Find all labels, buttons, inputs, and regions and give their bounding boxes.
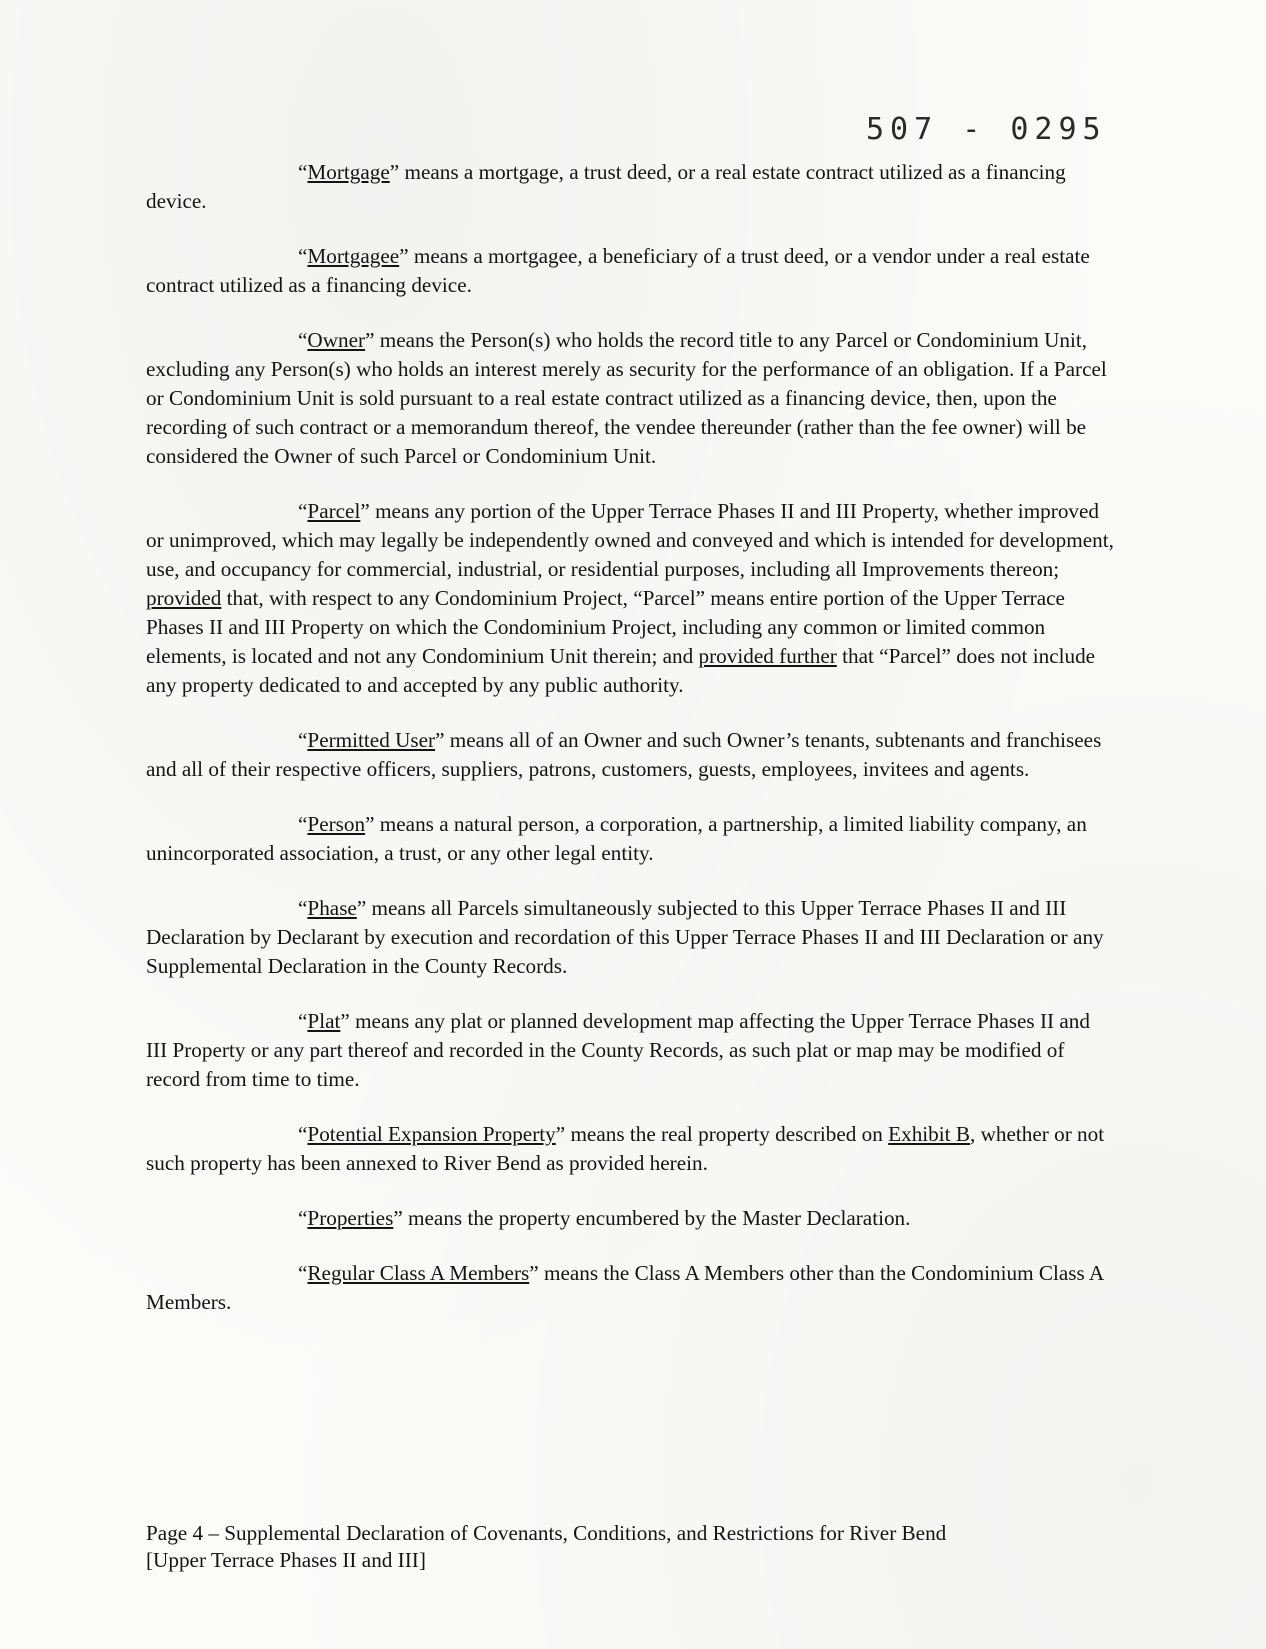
definitions-section (146, 158, 1114, 1343)
definition-phase: “Phase” means all Parcels simultaneously subjected to this Upper Terrace Phases II and III Declaration by Declarant by execution and recordation of this Upper Terrace Phases II and III Declaration or any Supplemental Declaration in the County Records. (146, 896, 1104, 978)
term-mortgage: Mortgage (307, 160, 390, 184)
definition-permitted-user: “Permitted User” means all of an Owner and such Owner’s tenants, subtenants and franchisees and all of their respective officers, suppliers, patrons, customers, guests, employees, invitees and agents. (146, 728, 1102, 781)
definition-text: that “Parcel” does not include any property dedicated to and accepted by any public authority. (146, 644, 1096, 697)
definition-plat: “Plat” means any plat or planned development map affecting the Upper Terrace Phases II and III Property or any part thereof and recorded in the County Records, as such plat or map may be modified of record from time to time. (146, 1009, 1090, 1091)
definition-text: means any plat or planned development map affecting the Upper Terrace Phases II and III Property or any part thereof and recorded in the County Records, as such plat or map may be modified of record from time to time. (146, 1009, 1090, 1091)
definition-text: means the property encumbered by the Master Declaration. (402, 1206, 911, 1230)
definition-text: means the Class A Members other than the Condominium Class A Members. (146, 1261, 1104, 1314)
definition-text: means the real property described on (565, 1122, 889, 1146)
definition-text: , whether or not such property has been annexed to River Bend as provided herein. (146, 1122, 1105, 1175)
provided-text: provided (146, 586, 222, 610)
definition-parcel: “Parcel” means any portion of the Upper Terrace Phases II and III Property, whether improved or unimproved, which may legally be independently owned and conveyed and which is intended for development, use, and occupancy for commercial, industrial, or residential purposes, including all Improvements thereon; provided that, with respect to any Condominium Project, “Parcel” means entire portion of the Upper Terrace Phases II and III Property on which the Condominium Project, including any common or limited common elements, is located and not any Condominium Unit therein; and provided further that “Parcel” does not include any property dedicated to and accepted by any public authority. (146, 499, 1114, 697)
definition-mortgagee: “Mortgagee” means a mortgagee, a beneficiary of a trust deed, or a vendor under a real estate contract utilized as a financing device. (146, 244, 1090, 297)
definition-text: means all Parcels simultaneously subjected to this Upper Terrace Phases II and III Declaration by Declarant by execution and recordation of this Upper Terrace Phases II and III Declaration or any Supplemental Declaration in the County Records. (146, 896, 1104, 978)
footer-title: Page 4 – Supplemental Declaration of Covenants, Conditions, and Restrictions for River Bend (146, 1521, 947, 1545)
footer-subtitle: [Upper Terrace Phases II and III] (146, 1548, 426, 1572)
recording-number-stamp: 507 - 0295 (866, 112, 1107, 147)
term-phase: Phase (307, 896, 357, 920)
term-mortgagee: Mortgagee (307, 244, 400, 268)
definition-text: that, with respect to any Condominium Project, “Parcel” means entire portion of the Upper Terrace Phases II and III Property on which the Condominium Project, including any common or limited common elements, is located and not any Condominium Unit therein; and (146, 586, 1065, 668)
page-footer (146, 1520, 1114, 1574)
definition-text: means all of an Owner and such Owner’s tenants, subtenants and franchisees and all of their respective officers, suppliers, patrons, customers, guests, employees, invitees and agents. (146, 728, 1102, 781)
term-parcel: Parcel (307, 499, 361, 523)
definition-text: means a natural person, a corporation, a partnership, a limited liability company, an unincorporated association, a trust, or any other legal entity. (146, 812, 1087, 865)
exhibit-b-reference: Exhibit B (888, 1122, 970, 1146)
term-person: Person (307, 812, 366, 836)
definition-owner: “Owner” means the Person(s) who holds the record title to any Parcel or Condominium Unit, excluding any Person(s) who holds an interest merely as security for the performance of an obligation. If a Parcel or Condominium Unit is sold pursuant to a real estate contract utilized as a financing device, then, upon the recording of such contract or a memorandum thereof, the vendee thereunder (rather than the fee owner) will be considered the Owner of such Parcel or Condominium Unit. (146, 328, 1107, 468)
definition-mortgage: “Mortgage” means a mortgage, a trust deed, or a real estate contract utilized as a financing device. (146, 160, 1066, 213)
definition-person: “Person” means a natural person, a corporation, a partnership, a limited liability company, an unincorporated association, a trust, or any other legal entity. (146, 812, 1087, 865)
definition-potential-expansion-property: “Potential Expansion Property” means the real property described on Exhibit B, whether or not such property has been annexed to River Bend as provided herein. (146, 1122, 1105, 1175)
definition-text: means the Person(s) who holds the record title to any Parcel or Condominium Unit, excluding any Person(s) who holds an interest merely as security for the performance of an obligation. If a Parcel or Condominium Unit is sold pursuant to a real estate contract utilized as a financing device, then, upon the recording of such contract or a memorandum thereof, the vendee thereunder (rather than the fee owner) will be considered the Owner of such Parcel or Condominium Unit. (146, 328, 1107, 468)
term-plat: Plat (307, 1009, 341, 1033)
definition-properties: “Properties” means the property encumbered by the Master Declaration. (298, 1206, 911, 1230)
definition-text: means a mortgage, a trust deed, or a real estate contract utilized as a financing device. (146, 160, 1066, 213)
provided-further-text: provided further (698, 644, 837, 668)
term-properties: Properties (307, 1206, 394, 1230)
definition-text: means any portion of the Upper Terrace Phases II and III Property, whether improved or unimproved, which may legally be independently owned and conveyed and which is intended for development, use, and occupancy for commercial, industrial, or residential purposes, including all Improvements thereon; (146, 499, 1114, 581)
term-permitted-user: Permitted User (307, 728, 436, 752)
definition-regular-class-a-members: “Regular Class A Members” means the Class A Members other than the Condominium Class A Members. (146, 1261, 1104, 1314)
term-owner: Owner (307, 328, 366, 352)
term-potential-expansion-property: Potential Expansion Property (307, 1122, 556, 1146)
term-regular-class-a-members: Regular Class A Members (307, 1261, 530, 1285)
definition-text: means a mortgagee, a beneficiary of a trust deed, or a vendor under a real estate contract utilized as a financing device. (146, 244, 1090, 297)
